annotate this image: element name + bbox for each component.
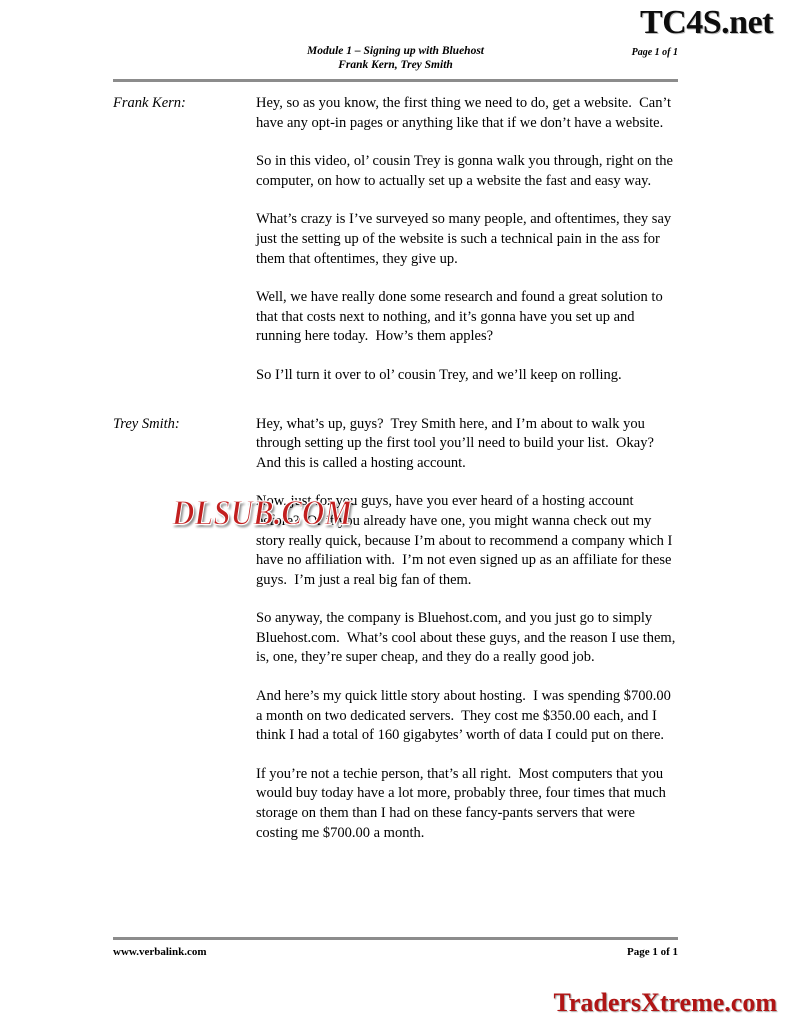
paragraph: What’s crazy is I’ve surveyed so many people, and oftentimes, they say just the setting up of the website is such a technical pain in the ass for them that oftentimes, they give up.: [256, 211, 675, 267]
paragraph: Hey, so as you know, the first thing we need to do, get a website. Can’t have any opt-in pages or anything like that if we don’t have a website.: [256, 95, 675, 131]
speaker-label: Trey Smith:: [113, 415, 180, 432]
speaker-label: Frank Kern:: [113, 95, 186, 111]
paragraph: So anyway, the company is Bluehost.com, and you just go to simply Bluehost.com. What’s cool about these guys, and the reason I use them, is, one, they’re super cheap, and they do a really good job.: [256, 610, 679, 666]
paragraph: And here’s my quick little story about hosting. I was spending $700.00 a month on two dedicated servers. They cost me $350.00 each, and I think I had a total of 160 gigabytes’ worth of data I could put on there.: [256, 688, 675, 744]
header-title-line2: Frank Kern, Trey Smith: [338, 59, 453, 71]
paragraph: Well, we have really done some research and found a great solution to that that costs next to nothing, and it’s gonna have you set up and running here today. How’s them apples?: [256, 289, 667, 345]
header-divider: [113, 79, 678, 82]
paragraph: So I’ll turn it over to ol’ cousin Trey, and we’ll keep on rolling.: [256, 366, 622, 383]
page-header: [113, 44, 678, 72]
transcript-turn: [113, 415, 678, 844]
paragraph: If you’re not a techie person, that’s all right. Most computers that you would buy today have a lot more, probably three, four times that much storage on them than I had on these fancy-pants servers that were costing me $700.00 a month.: [256, 765, 670, 841]
paragraph: Now, just for you guys, have you ever heard of a hosting account before? Or if you already have one, you might wanna check out my story really quick, because I’m about to recommend a company which I have no affiliation with. I’m not even signed up as an affiliate for these guys. I’m just a real big fan of them.: [256, 493, 676, 588]
page-footer: [113, 946, 678, 958]
speaker-paragraphs: [256, 415, 678, 844]
watermark-top-right: TC4S.net: [640, 4, 773, 41]
footer-divider: [113, 937, 678, 940]
paragraph: So in this video, ol’ cousin Trey is gonna walk you through, right on the computer, on how to actually set up a website the fast and easy way.: [256, 153, 677, 189]
header-page-number: Page 1 of 1: [631, 47, 678, 58]
footer-site: www.verbalink.com: [113, 946, 207, 958]
paragraph: Hey, what’s up, guys? Trey Smith here, and I’m about to walk you through setting up the first tool you’ll need to build your list. Okay? And this is called a hosting account.: [256, 415, 661, 471]
turn-spacer: [113, 405, 678, 415]
speaker-paragraphs: [256, 94, 678, 386]
transcript-turn: [113, 94, 678, 386]
transcript-body: [113, 94, 678, 862]
header-title-line1: Module 1 – Signing up with Bluehost: [306, 45, 485, 57]
watermark-bottom-right: TradersXtreme.com: [553, 988, 777, 1017]
footer-page-number: Page 1 of 1: [626, 946, 678, 958]
watermark-middle: DLSUB.COM: [172, 492, 353, 533]
